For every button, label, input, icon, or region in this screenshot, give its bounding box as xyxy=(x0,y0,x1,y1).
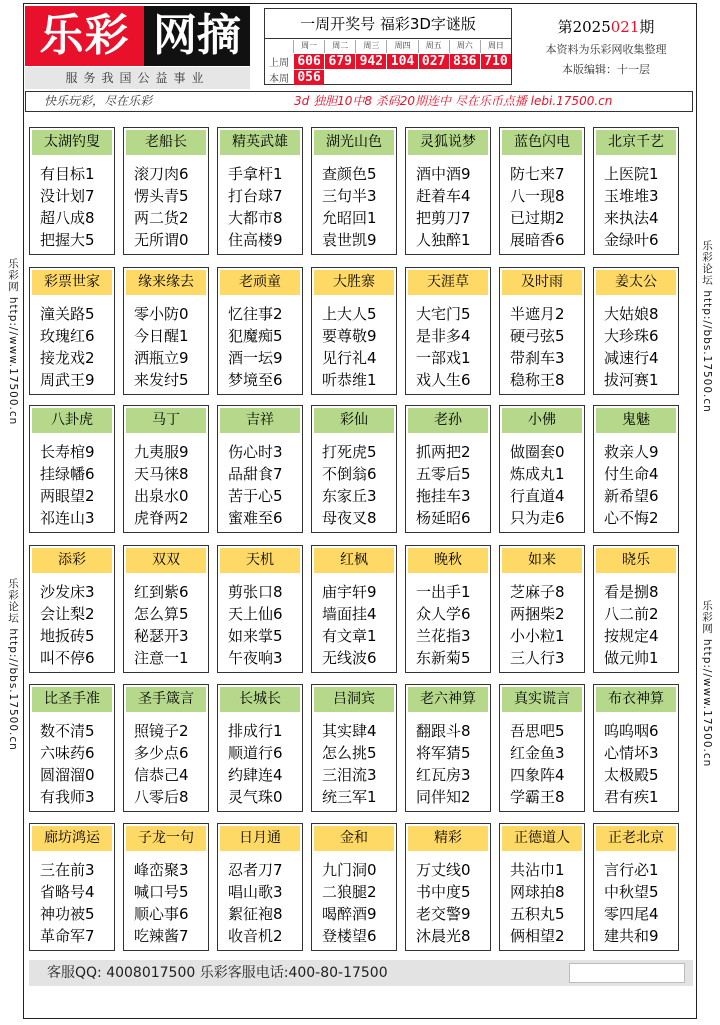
tip-line: 手拿杆1 xyxy=(228,165,283,183)
logo-black-text: 网摘 xyxy=(144,6,250,66)
tip-card xyxy=(405,684,491,812)
tip-card xyxy=(217,545,303,673)
tip-line: 玫瑰红6 xyxy=(40,327,95,345)
tip-line: 墙面挂4 xyxy=(322,605,377,623)
last-week-row xyxy=(265,54,511,69)
tip-line: 红到紫6 xyxy=(134,583,189,601)
draw-number: 710 xyxy=(481,54,511,69)
tip-line: 省略号4 xyxy=(40,883,95,901)
tip-card xyxy=(405,267,491,395)
tip-line: 三句半3 xyxy=(322,187,377,205)
draw-number: 027 xyxy=(419,54,449,69)
tip-line: 查颜色5 xyxy=(322,165,377,183)
tip-line: 大都市8 xyxy=(228,209,283,227)
tip-line: 伤心时3 xyxy=(228,443,283,461)
tip-card-title: 真实谎言 xyxy=(502,687,582,712)
tip-line: 三在前3 xyxy=(40,861,95,879)
tip-line: 付生命4 xyxy=(604,465,659,483)
tip-card xyxy=(311,545,397,673)
tip-line: 做圈套0 xyxy=(510,443,565,461)
side-text-left-bottom: 乐彩论坛 http://bbs.17500.cn xyxy=(7,578,19,751)
issue-title: 第2025021期 xyxy=(557,18,655,36)
tip-line: 八二前2 xyxy=(604,605,659,623)
tip-line: 出泉水0 xyxy=(134,487,189,505)
tip-line: 打台球7 xyxy=(228,187,283,205)
tip-card-title: 红枫 xyxy=(314,548,394,573)
tip-line: 看是捌8 xyxy=(604,583,659,601)
tip-line: 中秋望5 xyxy=(604,883,659,901)
tip-card-title: 子龙一句 xyxy=(126,826,206,851)
tip-line: 喊口号5 xyxy=(134,883,189,901)
tip-line: 圆溜溜0 xyxy=(40,766,95,784)
tip-line: 愣头青5 xyxy=(134,187,189,205)
tip-line: 絮征袍8 xyxy=(228,905,283,923)
tip-line: 祁连山3 xyxy=(40,509,95,527)
tip-card-title: 双双 xyxy=(126,548,206,573)
tip-line: 排成行1 xyxy=(228,722,283,740)
tip-card xyxy=(123,823,209,951)
tip-line: 东新菊5 xyxy=(416,649,471,667)
tip-card xyxy=(123,405,209,533)
tip-card xyxy=(123,127,209,255)
tip-line: 五积丸5 xyxy=(510,905,565,923)
tip-card-title: 老孙 xyxy=(408,408,488,433)
tip-card-title: 天机 xyxy=(220,548,300,573)
tip-card-title: 姜太公 xyxy=(596,270,676,295)
tip-line: 挂绿幡6 xyxy=(40,465,95,483)
draw-days-row xyxy=(265,40,511,53)
draw-results-panel xyxy=(264,8,512,85)
tip-line: 俩相望2 xyxy=(510,927,565,945)
tip-line: 大宅门5 xyxy=(416,305,471,323)
tip-card-title: 大胜寨 xyxy=(314,270,394,295)
tip-card xyxy=(499,267,585,395)
tip-line: 峰峦聚3 xyxy=(134,861,189,879)
tip-line: 太极殿5 xyxy=(604,766,659,784)
day-label: 周五 xyxy=(418,40,449,53)
tip-card-title: 老六神算 xyxy=(408,687,488,712)
tip-line: 品甜食7 xyxy=(228,465,283,483)
tip-card-title: 比圣手准 xyxy=(32,687,112,712)
tip-line: 小小粒1 xyxy=(510,627,565,645)
tip-line: 革命军7 xyxy=(40,927,95,945)
tip-line: 兰花指3 xyxy=(416,627,471,645)
tip-line: 打死虎5 xyxy=(322,443,377,461)
tip-line: 八一现8 xyxy=(510,187,565,205)
tip-line: 要尊敬9 xyxy=(322,327,377,345)
tips-grid xyxy=(29,127,693,954)
day-label: 周一 xyxy=(293,40,324,53)
tip-line: 天马徕8 xyxy=(134,465,189,483)
tip-line: 救亲人9 xyxy=(604,443,659,461)
tip-card-title: 灵狐说梦 xyxy=(408,130,488,155)
tip-line: 心不悔2 xyxy=(604,509,659,527)
tip-line: 炼成丸1 xyxy=(510,465,565,483)
tip-line: 叫不停6 xyxy=(40,649,95,667)
tip-card xyxy=(217,405,303,533)
tip-line: 如来掌5 xyxy=(228,627,283,645)
tip-line: 大姑娘8 xyxy=(604,305,659,323)
tip-card-title: 晓乐 xyxy=(596,548,676,573)
tip-line: 母夜叉8 xyxy=(322,509,377,527)
tip-card-title: 天涯草 xyxy=(408,270,488,295)
footer-bar xyxy=(29,960,693,986)
tip-card xyxy=(499,684,585,812)
draw-number: 056 xyxy=(294,70,324,85)
tip-line: 允昭回1 xyxy=(322,209,377,227)
tip-line: 会让梨2 xyxy=(40,605,95,623)
tip-line: 学霸王8 xyxy=(510,788,565,806)
tip-line: 建共和9 xyxy=(604,927,659,945)
tip-line: 住高楼9 xyxy=(228,231,283,249)
tip-card xyxy=(311,823,397,951)
tip-line: 带刹车3 xyxy=(510,349,565,367)
tip-card xyxy=(311,127,397,255)
tip-card-title: 日月通 xyxy=(220,826,300,851)
tip-line: 四象阵4 xyxy=(510,766,565,784)
tip-line: 午夜响3 xyxy=(228,649,283,667)
tip-card-title: 长城长 xyxy=(220,687,300,712)
tip-line: 六味药6 xyxy=(40,744,95,762)
tip-line: 书中度5 xyxy=(416,883,471,901)
tip-card-title: 鬼魅 xyxy=(596,408,676,433)
side-text-left-top: 乐彩网 http://www.17500.cn xyxy=(7,258,19,426)
tip-card-title: 湖光山色 xyxy=(314,130,394,155)
tip-line: 吾思吧5 xyxy=(510,722,565,740)
tip-card xyxy=(499,405,585,533)
tip-line: 两二货2 xyxy=(134,209,189,227)
tip-line: 按规定4 xyxy=(604,627,659,645)
tip-line: 来执法4 xyxy=(604,209,659,227)
tip-line: 没计划7 xyxy=(40,187,95,205)
tip-card xyxy=(405,127,491,255)
tip-card-title: 吕洞宾 xyxy=(314,687,394,712)
tip-line: 来发纣5 xyxy=(134,371,189,389)
tip-card-title: 马丁 xyxy=(126,408,206,433)
draw-title: 一周开奖号 福彩3D字谜版 xyxy=(265,9,511,39)
tip-line: 顺道行6 xyxy=(228,744,283,762)
tip-card xyxy=(405,823,491,951)
tip-line: 有目标1 xyxy=(40,165,95,183)
tip-line: 东家丘3 xyxy=(322,487,377,505)
tip-line: 九夷服9 xyxy=(134,443,189,461)
tip-card-title: 北京千艺 xyxy=(596,130,676,155)
tip-card-title: 吉祥 xyxy=(220,408,300,433)
slogan: 服务我国公益事业 xyxy=(25,67,250,89)
day-label: 周六 xyxy=(449,40,480,53)
tip-card xyxy=(217,684,303,812)
tip-line: 沙发床3 xyxy=(40,583,95,601)
tip-line: 听恭维1 xyxy=(322,371,377,389)
issue-info xyxy=(520,8,692,85)
tip-line: 灵气珠0 xyxy=(228,788,283,806)
tip-line: 五零后5 xyxy=(416,465,471,483)
tip-line: 稳称王8 xyxy=(510,371,565,389)
tip-card xyxy=(311,267,397,395)
tip-line: 吃辣酱7 xyxy=(134,927,189,945)
tip-line: 有我师3 xyxy=(40,788,95,806)
issue-editor: 本版编辑：十一层 xyxy=(562,63,650,76)
tip-line: 把握大5 xyxy=(40,231,95,249)
draw-number: 942 xyxy=(356,54,386,69)
tip-card xyxy=(593,267,679,395)
draw-number: 606 xyxy=(294,54,324,69)
tip-line: 是非多4 xyxy=(416,327,471,345)
tip-line: 统三军1 xyxy=(322,788,377,806)
tip-card-title: 蓝色闪电 xyxy=(502,130,582,155)
tip-line: 同伴知2 xyxy=(416,788,471,806)
ticker-left-text: 快乐玩彩，尽在乐彩 xyxy=(44,94,153,108)
tip-line: 杨延昭6 xyxy=(416,509,471,527)
tip-line: 唱山歌3 xyxy=(228,883,283,901)
tip-line: 网球拍8 xyxy=(510,883,565,901)
tip-line: 硬弓弦5 xyxy=(510,327,565,345)
tip-line: 怎么算5 xyxy=(134,605,189,623)
tip-card xyxy=(29,684,115,812)
tip-card xyxy=(593,545,679,673)
draw-number: 104 xyxy=(387,54,417,69)
tip-card-title: 圣手箴言 xyxy=(126,687,206,712)
tip-line: 人独醉1 xyxy=(416,231,471,249)
tip-line: 零四尾4 xyxy=(604,905,659,923)
day-label: 周四 xyxy=(386,40,417,53)
tip-line: 只为走6 xyxy=(510,509,565,527)
tip-line: 一部戏1 xyxy=(416,349,471,367)
tip-line: 苦于心5 xyxy=(228,487,283,505)
tip-line: 拔河赛1 xyxy=(604,371,659,389)
logo-red-text: 乐彩 xyxy=(25,6,144,66)
tip-line: 忆往事2 xyxy=(228,305,283,323)
tip-line: 半遮月2 xyxy=(510,305,565,323)
tip-card xyxy=(499,823,585,951)
tip-card xyxy=(593,684,679,812)
tip-line: 秘瑟开3 xyxy=(134,627,189,645)
tip-line: 防七来7 xyxy=(510,165,565,183)
tip-card-title: 太湖钓叟 xyxy=(32,130,112,155)
tip-card xyxy=(217,823,303,951)
tip-line: 收音机2 xyxy=(228,927,283,945)
side-text-right-top: 乐彩论坛 http://bbs.17500.cn xyxy=(701,240,713,413)
tip-line: 注意一1 xyxy=(134,649,189,667)
tip-line: 二狼腿2 xyxy=(322,883,377,901)
tip-line: 玉堆堆3 xyxy=(604,187,659,205)
tip-line: 减速行4 xyxy=(604,349,659,367)
tip-line: 今日醒1 xyxy=(134,327,189,345)
tip-line: 梦境至6 xyxy=(228,371,283,389)
tip-line: 两眼望2 xyxy=(40,487,95,505)
tip-line: 金绿叶6 xyxy=(604,231,659,249)
tip-line: 忍者刀7 xyxy=(228,861,283,879)
tip-card xyxy=(217,127,303,255)
tip-line: 呜呜咽6 xyxy=(604,722,659,740)
this-week-row xyxy=(265,70,511,85)
tip-line: 零小防0 xyxy=(134,305,189,323)
tip-line: 展暗香6 xyxy=(510,231,565,249)
tip-line: 把剪刀7 xyxy=(416,209,471,227)
tip-card xyxy=(405,405,491,533)
tip-card xyxy=(311,405,397,533)
tip-card-title: 布衣神算 xyxy=(596,687,676,712)
tip-card xyxy=(123,267,209,395)
tip-line: 抓两把2 xyxy=(416,443,471,461)
tip-line: 登楼望6 xyxy=(322,927,377,945)
tip-line: 潼关路5 xyxy=(40,305,95,323)
tip-line: 无线波6 xyxy=(322,649,377,667)
tip-card xyxy=(593,823,679,951)
tip-line: 犯魔痴5 xyxy=(228,327,283,345)
tip-line: 芝麻子8 xyxy=(510,583,565,601)
tip-card-title: 如来 xyxy=(502,548,582,573)
day-label: 周三 xyxy=(355,40,386,53)
last-week-label: 上周 xyxy=(269,58,289,69)
side-text-right-bottom: 乐彩网 http://www.17500.cn xyxy=(701,600,713,768)
ticker-bar xyxy=(25,91,693,112)
this-week-label: 本周 xyxy=(269,74,289,85)
tip-line: 周武王9 xyxy=(40,371,95,389)
tip-line: 上医院1 xyxy=(604,165,659,183)
tip-line: 行直道4 xyxy=(510,487,565,505)
tip-line: 心情坏3 xyxy=(604,744,659,762)
tip-line: 袁世凯9 xyxy=(322,231,377,249)
tip-card-title: 老船长 xyxy=(126,130,206,155)
tip-line: 三人行3 xyxy=(510,649,565,667)
tip-card-title: 八卦虎 xyxy=(32,408,112,433)
tip-line: 超八成8 xyxy=(40,209,95,227)
tip-line: 拖挂车3 xyxy=(416,487,471,505)
tip-line: 蜜难至6 xyxy=(228,509,283,527)
tip-line: 不倒翁6 xyxy=(322,465,377,483)
footer-contact: 客服QQ: 4008017500 乐彩客服电话:400-80-17500 xyxy=(47,965,388,981)
tip-line: 有文章1 xyxy=(322,627,377,645)
tip-line: 喝醉酒9 xyxy=(322,905,377,923)
tip-line: 大珍珠6 xyxy=(604,327,659,345)
tip-line: 接龙戏2 xyxy=(40,349,95,367)
footer-blank-box xyxy=(569,963,685,983)
tip-line: 新希望6 xyxy=(604,487,659,505)
logo xyxy=(25,6,250,66)
draw-number: 679 xyxy=(325,54,355,69)
tip-line: 八零后8 xyxy=(134,788,189,806)
day-label: 周日 xyxy=(480,40,511,53)
tip-card-title: 缘来缘去 xyxy=(126,270,206,295)
tip-card xyxy=(499,545,585,673)
tip-line: 约肆连4 xyxy=(228,766,283,784)
tip-card xyxy=(593,127,679,255)
tip-line: 数不清5 xyxy=(40,722,95,740)
tip-line: 天上仙6 xyxy=(228,605,283,623)
tip-line: 已过期2 xyxy=(510,209,565,227)
tip-line: 上大人5 xyxy=(322,305,377,323)
tip-line: 做元帅1 xyxy=(604,649,659,667)
ticker-promo-link[interactable]: 3d 独胆10中8 杀码20期连中 尽在乐币点播 lebi.17500.cn xyxy=(294,94,613,108)
issue-note: 本资料为乐彩网收集整理 xyxy=(545,43,667,56)
tip-line: 老交警9 xyxy=(416,905,471,923)
tip-line: 剪张口8 xyxy=(228,583,283,601)
tip-line: 顺心事6 xyxy=(134,905,189,923)
tip-card-title: 小佛 xyxy=(502,408,582,433)
tip-card xyxy=(499,127,585,255)
tip-line: 九门洞0 xyxy=(322,861,377,879)
tip-card xyxy=(311,684,397,812)
tip-line: 其实肆4 xyxy=(322,722,377,740)
tip-card-title: 正德道人 xyxy=(502,826,582,851)
tip-card-title: 彩仙 xyxy=(314,408,394,433)
tip-card xyxy=(123,545,209,673)
tip-card xyxy=(217,267,303,395)
tip-line: 虎脊两2 xyxy=(134,509,189,527)
draw-number: 836 xyxy=(450,54,480,69)
tip-card xyxy=(29,127,115,255)
tip-card-title: 及时雨 xyxy=(502,270,582,295)
day-label: 周二 xyxy=(324,40,355,53)
tip-line: 万丈线0 xyxy=(416,861,471,879)
tip-line: 怎么挑5 xyxy=(322,744,377,762)
tip-line: 共沾巾1 xyxy=(510,861,565,879)
tip-line: 赶着车4 xyxy=(416,187,471,205)
tip-card-title: 添彩 xyxy=(32,548,112,573)
tip-card xyxy=(29,823,115,951)
tip-line: 三泪流3 xyxy=(322,766,377,784)
tip-card-title: 金和 xyxy=(314,826,394,851)
tip-line: 翻跟斗8 xyxy=(416,722,471,740)
tip-line: 神功被5 xyxy=(40,905,95,923)
tip-line: 众人学6 xyxy=(416,605,471,623)
tip-card-title: 彩票世家 xyxy=(32,270,112,295)
tip-line: 将军猜5 xyxy=(416,744,471,762)
tip-card-title: 正老北京 xyxy=(596,826,676,851)
tip-line: 滚刀肉6 xyxy=(134,165,189,183)
tip-line: 酒中酒9 xyxy=(416,165,471,183)
tip-line: 君有疾1 xyxy=(604,788,659,806)
tip-line: 酒一坛9 xyxy=(228,349,283,367)
tip-card-title: 精彩 xyxy=(408,826,488,851)
tip-line: 长寿棺9 xyxy=(40,443,95,461)
tip-line: 沐晨光8 xyxy=(416,927,471,945)
tip-line: 两捆柴2 xyxy=(510,605,565,623)
tip-line: 多少点6 xyxy=(134,744,189,762)
tip-card xyxy=(123,684,209,812)
tip-line: 庙宇轩9 xyxy=(322,583,377,601)
tip-line: 言行必1 xyxy=(604,861,659,879)
tip-card-title: 廊坊鸿运 xyxy=(32,826,112,851)
tip-card xyxy=(405,545,491,673)
tip-line: 红瓦房3 xyxy=(416,766,471,784)
tip-line: 无所谓0 xyxy=(134,231,189,249)
tip-card-title: 老顽童 xyxy=(220,270,300,295)
tip-line: 见行礼4 xyxy=(322,349,377,367)
tip-line: 戏人生6 xyxy=(416,371,471,389)
tip-line: 信恭己4 xyxy=(134,766,189,784)
tip-card-title: 精英武雄 xyxy=(220,130,300,155)
tip-card xyxy=(29,405,115,533)
tip-line: 一出手1 xyxy=(416,583,471,601)
tip-line: 照镜子2 xyxy=(134,722,189,740)
tip-card xyxy=(29,545,115,673)
tip-line: 地扳砖5 xyxy=(40,627,95,645)
tip-line: 红金鱼3 xyxy=(510,744,565,762)
tip-card-title: 晚秋 xyxy=(408,548,488,573)
tip-card xyxy=(593,405,679,533)
tip-card xyxy=(29,267,115,395)
tip-line: 洒瓶立9 xyxy=(134,349,189,367)
